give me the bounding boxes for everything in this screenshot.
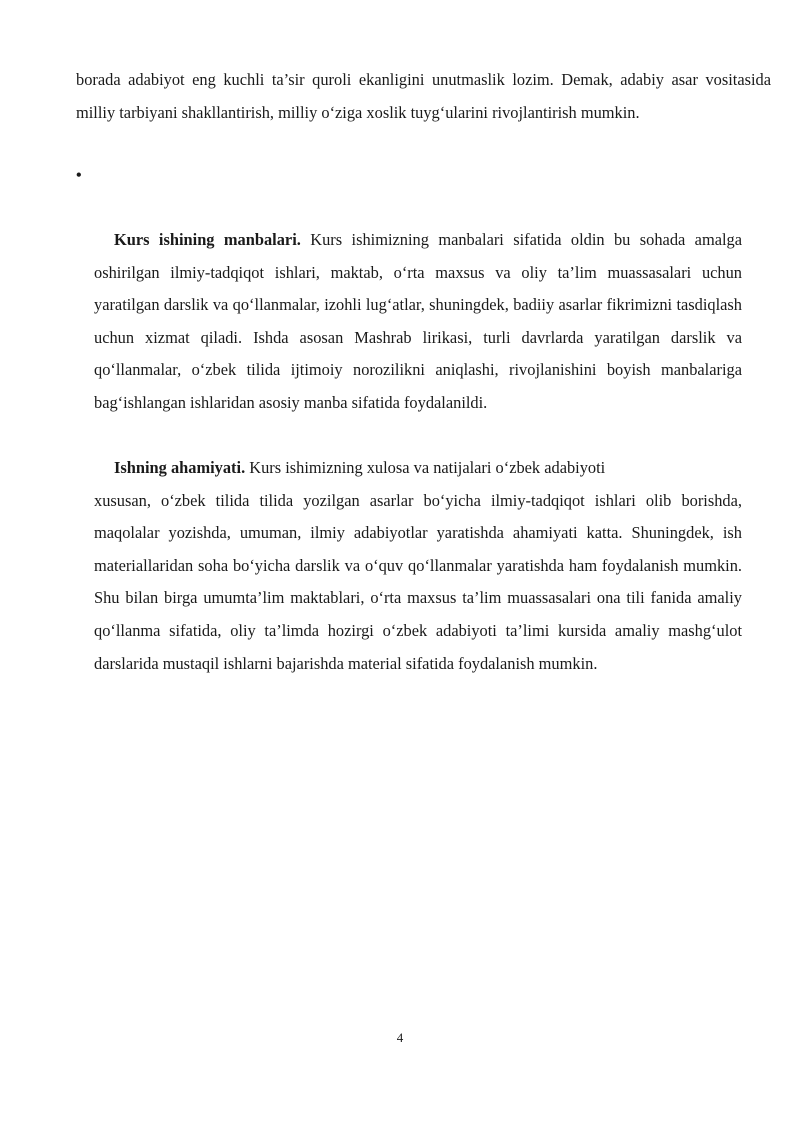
bullet-mark: • [76,167,82,184]
intro-paragraph: borada adabiyot eng kuchli ta’sir quroli ekanligini unutmaslik lozim. Demak, adabiy asar vositasida milliy tarbiyani shakllantirish, milliy o‘ziga xoslik tuyg‘ularini rivojlantirish mumkin. [76,70,771,122]
page-number: 4 [396,1030,404,1045]
sources-paragraph [94,224,742,420]
importance-heading: Ishning ahamiyati. [114,458,246,477]
importance-first-line [114,452,754,485]
sources-heading: Kurs ishining manbalari. [114,230,301,249]
importance-first-line-text: Kurs ishimizning xulosa va natijalari o‘zbek adabiyoti [245,458,606,477]
sources-text: Kurs ishimizning manbalari sifatida oldin bu sohada amalga oshirilgan ilmiy-tadqiqot ishlari, maktab, o‘rta maxsus va oliy ta’lim muassasalari uchun yaratilgan darslik va qo‘llanmalar, izohli lug‘atlar, shuningdek, badiiy asarlar fikrimizni tasdiqlash uchun xizmat qiladi. Ishda asosan Mashrab lirikasi, turli davrlarda yaratilgan darslik va qo‘llanmalar, o‘zbek tilida ijtimoiy norozilikni aniqlashi, rivojlanishini boyish manbalariga bag‘ishlangan ishlaridan asosiy manba sifatida foydalanildi. [94,230,743,412]
importance-paragraph: xususan, o‘zbek tilida tilida yozilgan asarlar bo‘yicha ilmiy-tadqiqot ishlari olib borishda, maqolalar yozishda, umuman, ilmiy adabiyotlar yaratishda ahamiyati katta. Shuningdek, ish materiallaridan soha bo‘yicha darslik va o‘quv qo‘llanmalar yaratishda ham foydalanish mumkin. Shu bilan birga umumta’lim maktablari, o‘rta maxsus ta’lim muassasalari ona tili fanida amaliy qo‘llanma sifatida, oliy ta’limda hozirgi o‘zbek adabiyoti ta’limi kursida amaliy mashg‘ulot darslarida mustaqil ishlarni bajarishda material sifatida foydalanish mumkin. [94,490,742,673]
